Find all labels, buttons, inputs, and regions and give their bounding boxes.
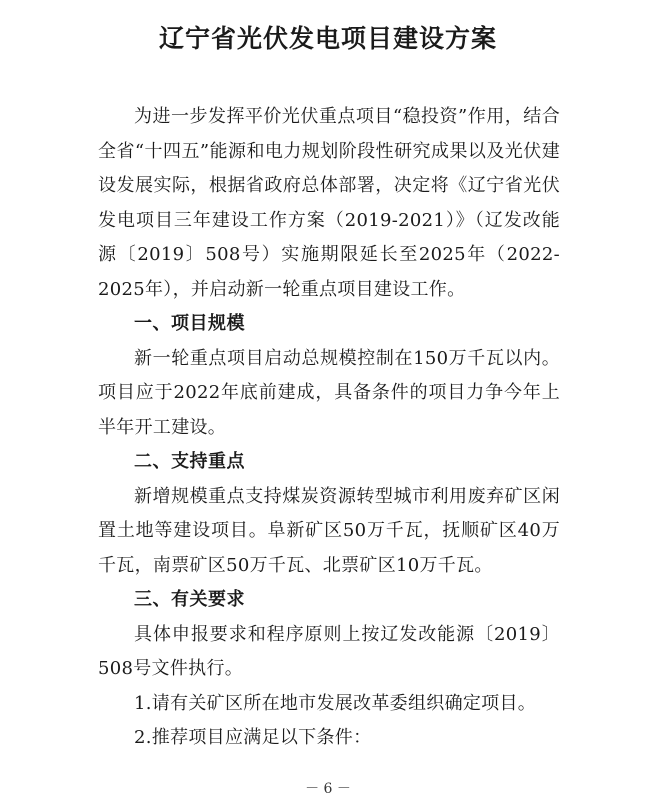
section-paragraph-support-focus: 新增规模重点支持煤炭资源转型城市利用废弃矿区闲置土地等建设项目。阜新矿区50万千瓦，抚顺矿区40万千瓦，南票矿区50万千瓦、北票矿区10万千瓦。 — [98, 485, 560, 576]
requirement-item-2: 2.推荐项目应满足以下条件： — [134, 727, 372, 748]
requirement-item-1: 1.请有关矿区所在地市发展改革委组织确定项目。 — [134, 692, 537, 714]
section-paragraph-requirements: 具体申报要求和程序原则上按辽发改能源〔2019〕508号文件执行。 — [98, 623, 560, 679]
section-heading-requirements: 三、有关要求 — [134, 589, 245, 610]
section-heading-project-scale: 一、项目规模 — [134, 313, 245, 334]
document-title: 辽宁省光伏发电项目建设方案 — [158, 24, 497, 53]
intro-paragraph: 为进一步发挥平价光伏重点项目“稳投资”作用，结合全省“十四五”能源和电力规划阶段性研究成果以及光伏建设发展实际，根据省政府总体部署，决定将《辽宁省光伏发电项目三年建设工作方案（2019-2021）》（辽发改能源〔2019〕508号）实施期限延长至2025年（2022-2025年），并启动新一轮重点项目建设工作。 — [98, 106, 560, 300]
document-body — [98, 100, 560, 756]
page-number: － 6 － — [305, 781, 351, 797]
section-heading-support-focus: 二、支持重点 — [134, 451, 245, 472]
section-paragraph-project-scale: 新一轮重点项目启动总规模控制在150万千瓦以内。项目应于2022年底前建成，具备条件的项目力争今年上半年开工建设。 — [98, 347, 560, 438]
